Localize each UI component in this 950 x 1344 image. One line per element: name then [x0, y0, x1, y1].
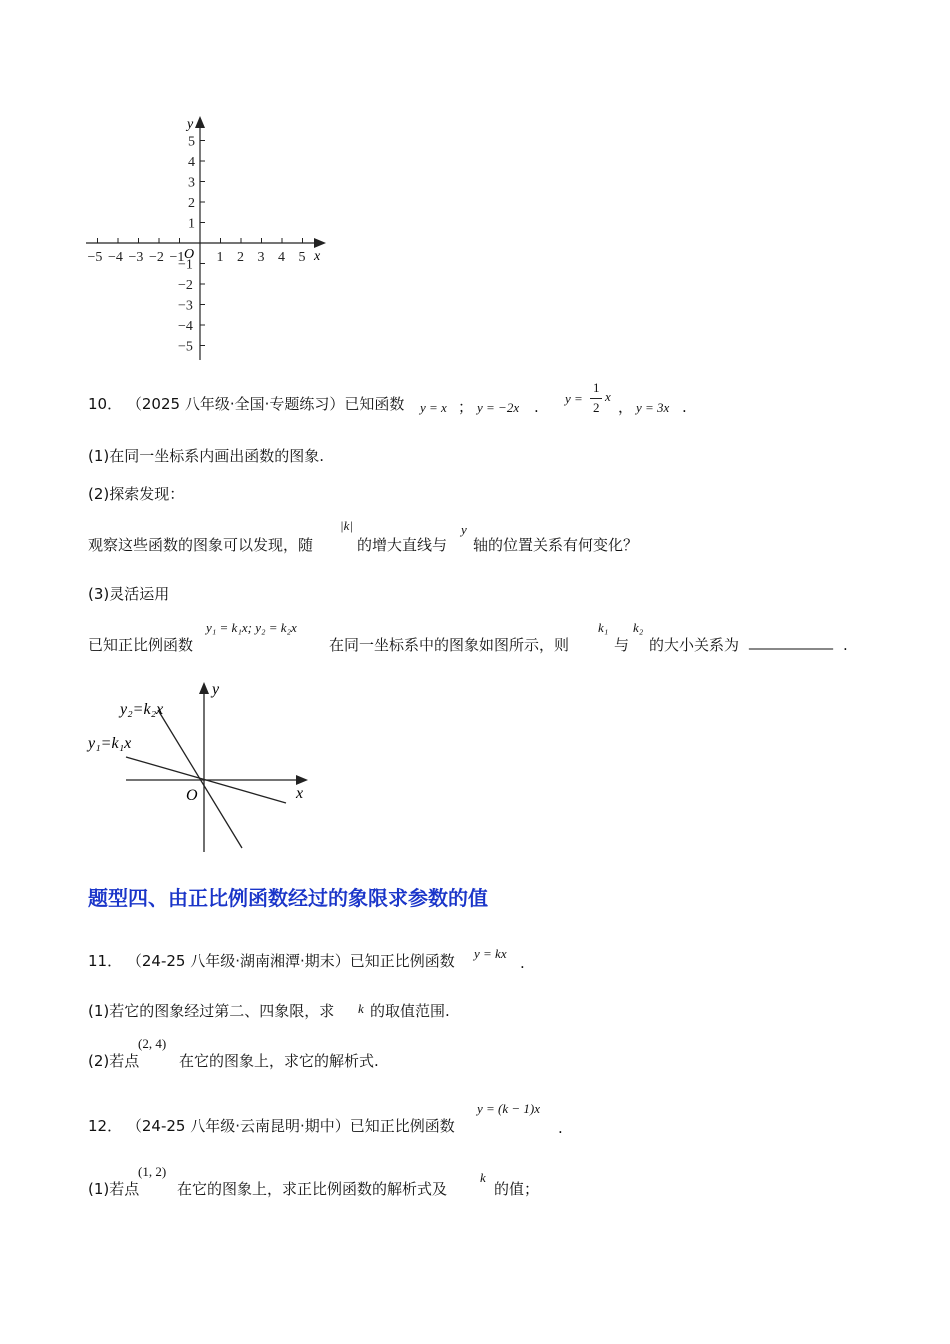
y-tick-label: 1: [188, 216, 195, 232]
q10-p5-text-a: 已知正比例函数: [88, 636, 194, 654]
q10-p3-y: y: [461, 522, 467, 537]
q10-p5-k2: k₂: [633, 620, 644, 635]
fig-x-label: x: [296, 785, 304, 802]
x-tick-label: 4: [278, 250, 285, 265]
q10-part-2: (2)探索发现：: [88, 485, 185, 503]
x-tick-label: 3: [257, 250, 265, 265]
q12-line: [88, 1116, 455, 1136]
q10-p5-k1: k₁: [598, 620, 609, 635]
q11-number: 11．: [88, 952, 123, 970]
q11-p1-text-a: (1)若它的图象经过第二、四象限，求: [88, 1002, 335, 1020]
q12-p1-k: k: [480, 1170, 486, 1185]
y-tick-label: −3: [178, 298, 193, 314]
q10-line: [88, 394, 404, 414]
q12-end: .: [558, 1119, 563, 1137]
q11-p1-k: k: [358, 1001, 364, 1016]
q11-p2-text-a: (2)若点: [88, 1052, 140, 1070]
q10-func-1: y = x: [420, 400, 447, 415]
q10-p5-end: .: [843, 636, 848, 654]
x-axis-arrow: [314, 238, 326, 248]
q10-part-1: (1)在同一坐标系内画出函数的图象.: [88, 447, 325, 465]
q10-number: 10．: [88, 395, 123, 413]
q12-p1-text-c: 的值；: [494, 1180, 540, 1198]
y-tick-label: 4: [188, 155, 195, 170]
q10-func-4: y = 3x: [636, 400, 670, 415]
q10-source: （2025 八年级·全国·专题练习）已知函数: [126, 395, 405, 413]
q12-p1-point: (1, 2): [138, 1164, 167, 1179]
x-tick-label: −1: [169, 250, 185, 265]
q10-p5-text-b: 在同一坐标系中的图象如图所示，则: [329, 636, 570, 654]
label-y2: y₂=k₂x: [120, 701, 164, 718]
x-tick-label: 1: [216, 250, 224, 265]
q12-number: 12．: [88, 1117, 123, 1135]
q11-func: y = kx: [474, 946, 507, 961]
q10-func-2: y = −2x: [477, 400, 520, 415]
label-y1: y₁=k₁x: [88, 735, 132, 752]
x-tick-label: −3: [128, 250, 144, 265]
q12-source: （24-25 八年级·云南昆明·期中）已知正比例函数: [126, 1117, 455, 1135]
fig-origin-label: O: [186, 787, 198, 804]
x-axis-label: x: [314, 249, 321, 264]
q12-p1-text-a: (1)若点: [88, 1180, 140, 1198]
x-tick-label: −5: [87, 250, 103, 265]
line-y2: [158, 710, 242, 848]
x-tick-label: 5: [298, 250, 306, 265]
q11-p2-point: (2, 4): [138, 1036, 167, 1051]
y-tick-label: −2: [178, 278, 193, 293]
section-heading: 题型四、由正比例函数经过的象限求参数的值: [88, 886, 488, 910]
q10-end: .: [682, 398, 687, 416]
q10-part-3: (3)灵活运用: [88, 585, 170, 603]
q10-sep-1: ；: [458, 398, 474, 416]
y-axis-arrow: [195, 116, 205, 128]
fig-y-label: y: [212, 681, 220, 698]
x-tick-label: 2: [237, 250, 244, 265]
y-tick-label: −5: [178, 339, 193, 355]
q10-p5-text-c: 与: [614, 636, 630, 654]
x-tick-label: −4: [108, 250, 123, 265]
q10-p5-text-d: 的大小关系为: [649, 636, 740, 654]
q10-sep-2: .: [534, 398, 539, 416]
x-tick-label: −2: [149, 250, 164, 265]
q10-p5-funcs: y₁ = k₁x; y₂ = k₂x: [206, 620, 297, 635]
origin-label: O: [184, 247, 195, 262]
q11-line: [88, 951, 455, 971]
q10-p3-text-a: 观察这些函数的图象可以发现，随: [88, 536, 314, 554]
q10-p3-abs-k: |k|: [340, 518, 353, 533]
fig-y-arrow: [199, 682, 209, 694]
y-tick-label: 3: [188, 175, 195, 191]
y-axis-label: y: [187, 117, 194, 132]
coordinate-grid-figure: [80, 110, 340, 370]
q10-sep-3: ，: [618, 398, 634, 416]
y-tick-label: 5: [188, 134, 195, 150]
q10-answer-blank[interactable]: ____________: [749, 634, 833, 650]
q10-p3-text-c: 轴的位置关系有何变化？: [473, 536, 639, 554]
fig-x-arrow: [296, 775, 308, 785]
q11-p1-text-b: 的取值范围.: [370, 1002, 450, 1020]
q11-source: （24-25 八年级·湖南湘潭·期末）已知正比例函数: [126, 952, 455, 970]
y-tick-label: 2: [188, 196, 195, 211]
y-tick-label: −4: [178, 319, 193, 334]
y-tick-label: −1: [178, 257, 193, 273]
q10-p3-text-b: 的增大直线与: [357, 536, 448, 554]
q11-end: .: [520, 954, 525, 972]
proportional-lines-figure: [84, 676, 324, 856]
q12-func: y = (k − 1)x: [477, 1101, 541, 1116]
q12-p1-text-b: 在它的图象上，求正比例函数的解析式及: [177, 1180, 448, 1198]
q11-p2-text-b: 在它的图象上，求它的解析式.: [179, 1052, 379, 1070]
